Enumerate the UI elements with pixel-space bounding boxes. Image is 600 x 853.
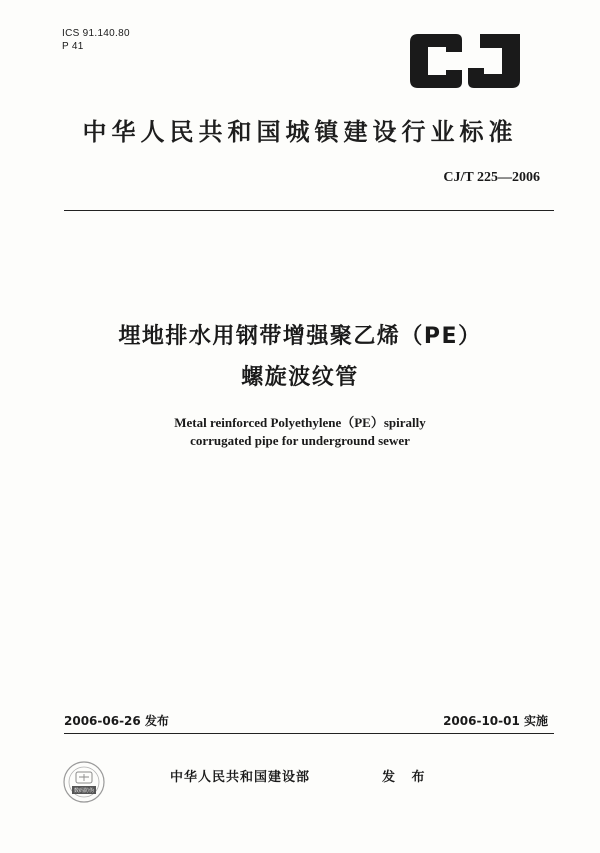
standard-category-title: 中华人民共和国城镇建设行业标准: [82, 118, 518, 146]
standard-code: CJ/T 225—2006: [443, 170, 540, 185]
seal-text: 数码防伪: [73, 788, 95, 794]
cj-logo-icon: [402, 30, 524, 92]
implementation-date: 2006-10-01 实施: [443, 714, 548, 728]
issuing-action: 发 布: [382, 770, 431, 785]
classification-codes: [62, 27, 130, 53]
english-title-line-2: corrugated pipe for underground sewer: [190, 433, 410, 448]
bottom-divider: [64, 733, 554, 734]
issuing-authority: 中华人民共和国建设部: [170, 770, 311, 785]
english-title-line-1: Metal reinforced Polyethylene（PE）spirally: [174, 415, 426, 430]
ccs-code: P 41: [62, 41, 84, 52]
chinese-title-line-2: 螺旋波纹管: [241, 365, 359, 390]
ics-code: ICS 91.140.80: [62, 28, 130, 39]
publication-date: 2006-06-26 发布: [64, 714, 169, 728]
seal-stamp-icon: [62, 760, 106, 804]
top-divider: [64, 210, 554, 211]
chinese-title-line-1: 埋地排水用钢带增强聚乙烯（PE）: [118, 324, 482, 349]
